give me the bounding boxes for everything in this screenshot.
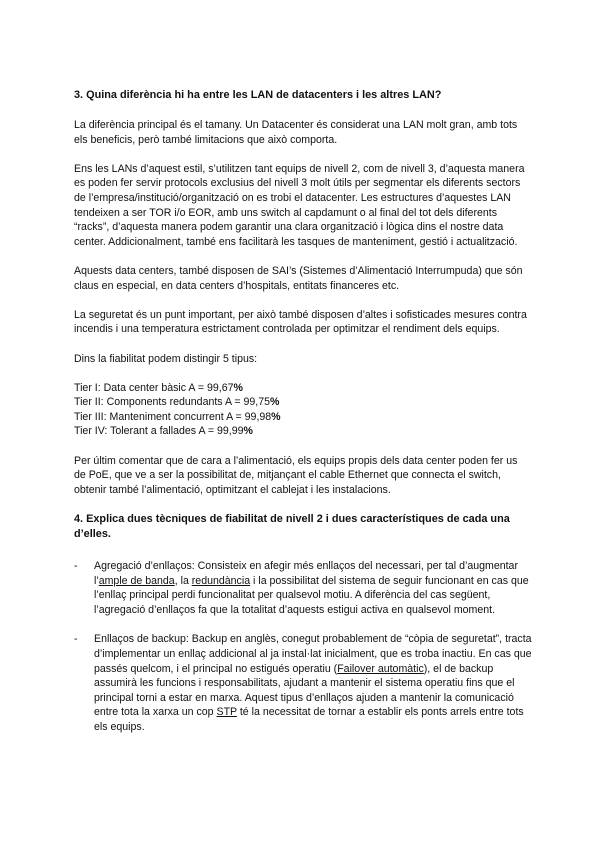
q3-paragraph-2: Ens les LANs d’aquest estil, s’utilitzen tant equips de nivell 2, com de nivell 3, d’aquesta manera es poden fer servir protocols exclusius del nivell 3 molt útils per segmentar els diferents sectors de l’empresa/institució/organització on es trobi el datacenter. Les estructures d’aquestes LAN tendeixen a ser TOR i/o EOR, amb uns switch al capdamunt o al final del tot dels diferents “racks”, d’aquesta manera podem garantir una clara organització i lògica dins el nostre data center. Addicionalment, també ens facilitarà les tasques de manteniment, gestió i actualització.: [74, 162, 525, 248]
tier-item: Tier IV: Tolerant a fallades A = 99,99%: [74, 425, 253, 438]
document-page: [74, 88, 532, 750]
list-item-link-aggregation: - Agregació d’enllaços: Consisteix en afegir més enllaços del necessari, per tal d’augmentar l’ample de banda, la redundància i la possibilitat del sistema de seguir funcionant en cas que l’enllaç principal perdi funcionalitat per qualsevol motiu. A diferència del cas següent, l’agregació d’enllaços fa que la totalitat d’aquests estigui activa en qualsevol moment.: [74, 560, 529, 616]
underlined-term: ample de banda: [98, 574, 175, 587]
q3-paragraph-5: Dins la fiabilitat podem distingir 5 tipus:: [74, 352, 258, 365]
dash-bullet: -: [74, 633, 78, 646]
dash-bullet: -: [74, 560, 78, 573]
tier-list: [74, 381, 532, 439]
question-3-heading: 3. Quina diferència hi ha entre les LAN de datacenters i les altres LAN?: [74, 89, 442, 101]
tier-item: Tier II: Components redundants A = 99,75%: [74, 396, 280, 409]
q4-list: [74, 559, 532, 735]
tier-item: Tier I: Data center bàsic A = 99,67%: [74, 381, 243, 394]
underlined-term: redundància: [191, 574, 251, 587]
underlined-term: Failover automàtic: [337, 662, 424, 675]
underlined-term: STP: [216, 706, 237, 719]
q3-paragraph-1: La diferència principal és el tamany. Un Datacenter és considerat una LAN molt gran, amb tots els beneficis, però també limitacions que això comporta.: [74, 119, 518, 146]
q3-paragraph-4: La seguretat és un punt important, per això també disposen d’altes i sofisticades mesures contra incendis i una temperatura estrictament controlada per optimitzar el rendiment dels equips.: [74, 308, 527, 336]
q3-paragraph-3: Aquests data centers, també disposen de SAI’s (Sistemes d’Alimentació Interrumpuda) que són claus en especial, en data centers d’hospitals, entitats financeres etc.: [74, 264, 523, 292]
question-4-heading: 4. Explica dues tècniques de fiabilitat de nivell 2 i dues característiques de cada una d’elles.: [74, 513, 510, 541]
tier-item: Tier III: Manteniment concurrent A = 99,98%: [74, 410, 281, 423]
list-item-backup-links: - Enllaços de backup: Backup en anglès, conegut probablement de “còpia de seguretat”, tracta d’implementar un enllaç addicional al ja instal·lat inicialment, que es troba inactiu. En cas que passés quelcom, i el principal no estigués operatiu (Failover automàtic), el de backup assumirà les funcions i responsabilitats, ajudant a mantenir el sistema operatiu fins que el principal torni a estar en marxa. Aquest tipus d’enllaços ajuden a mantenir la comunicació entre tota la xarxa un cop STP té la necessitat de tornar a establir els ponts arrels entre tots els equips.: [74, 633, 532, 733]
q3-paragraph-6: Per últim comentar que de cara a l’alimentació, els equips propis dels data center poden fer us de PoE, que ve a ser la possibilitat de, mitjançant el cable Ethernet que connecta el switch, obtenir també l’alimentació, optimitzant el cablejat i les instalacions.: [74, 454, 518, 496]
